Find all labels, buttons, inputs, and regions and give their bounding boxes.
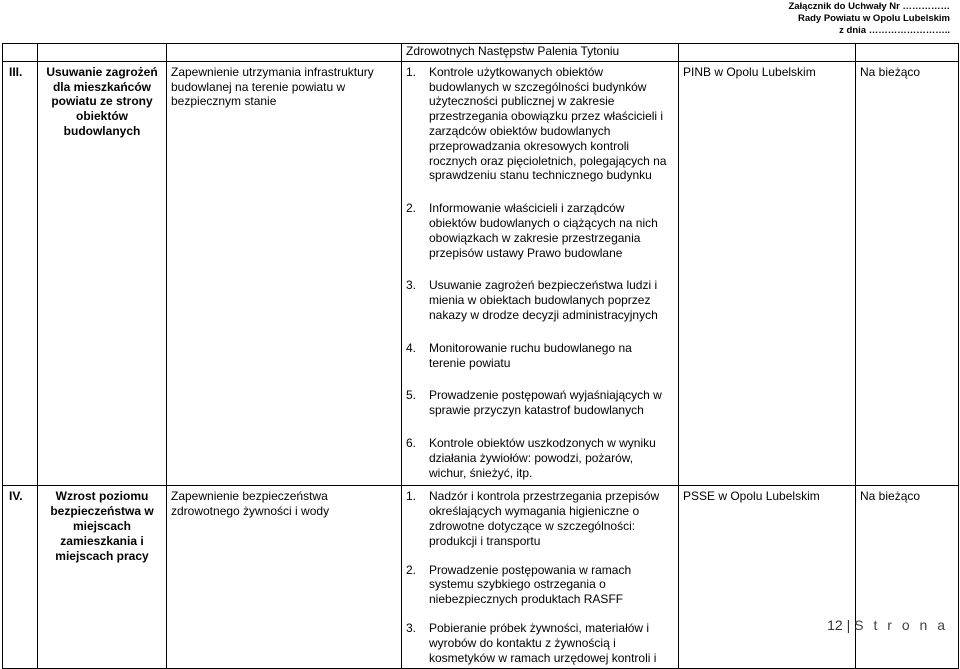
page-word: S t r o n a — [854, 617, 948, 633]
header-line-1: Załącznik do Uchwały Nr …………… — [788, 1, 950, 12]
institution-cell: PSSE w Opolu Lubelskim — [679, 486, 856, 669]
continued-text: Zdrowotnych Następstw Palenia Tytoniu — [402, 44, 679, 62]
task-cell: Zapewnienie utrzymania infrastruktury budowlanej na terenie powiatu w bezpiecznym stanie — [167, 61, 402, 486]
term-cell: Na bieżąco — [856, 486, 959, 669]
action-item: 3. Pobieranie próbek żywności, materiałów i wyrobów do kontaktu z żywnością i kosmetyków w ramach urzędowej kontroli i — [406, 620, 657, 665]
term-cell: Na bieżąco — [856, 61, 959, 486]
page-header — [788, 1, 950, 37]
program-table — [2, 43, 959, 669]
action-item: 6. Kontrole obiektów uszkodzonych w wyniku działania żywiołów: powodzi, pożarów, wichur, śnieżyć, itp. — [406, 435, 656, 480]
action-item: 2. Informowanie właścicieli i zarządców obiektów budowlanych o ciążących na nich obowiązkach w zakresie przestrzegania przepisów ustawy Prawo budowlane — [406, 201, 658, 260]
header-line-3: z dnia …………………….. — [839, 25, 950, 36]
goal-cell: Wzrost poziomu bezpieczeństwa w miejscach zamieszkania i miejscach pracy — [38, 486, 167, 669]
page-number: 12 — [827, 617, 843, 633]
table-row-continued — [3, 44, 959, 62]
actions-cell — [402, 486, 679, 669]
actions-cell — [402, 61, 679, 486]
header-line-2: Rady Powiatu w Opolu Lubelskim — [797, 13, 950, 24]
row-number: IV. — [3, 486, 38, 669]
page-footer — [827, 617, 948, 633]
action-item: 5. Prowadzenie postępowań wyjaśniających w sprawie przyczyn katastrof budowlanych — [406, 388, 662, 418]
goal-cell: Usuwanie zagrożeń dla mieszkańców powiatu ze strony obiektów budowlanych — [38, 61, 167, 486]
footer-separator: | — [846, 617, 851, 633]
action-item: 1. Nadzór i kontrola przestrzegania przepisów określających wymagania higieniczne o zdrowotne dotyczące w szczególności: produkcji i transportu — [406, 489, 660, 548]
action-item: 2. Prowadzenie postępowania w ramach systemu szybkiego ostrzegania o niebezpiecznych produktach RASFF — [406, 562, 632, 607]
table-row — [3, 61, 959, 486]
institution-cell: PINB w Opolu Lubelskim — [679, 61, 856, 486]
table-row — [3, 486, 959, 669]
task-cell: Zapewnienie bezpieczeństwa zdrowotnego żywności i wody — [167, 486, 402, 669]
action-item: 4. Monitorowanie ruchu budowlanego na terenie powiatu — [406, 340, 632, 370]
action-item: 1. Kontrole użytkowanych obiektów budowlanych w szczególności budynków użyteczności publicznej w zakresie przestrzegania obowiązku przez właścicieli i zarządców obiektów budowlanych przeprowadzania okresowych kontroli rocznych oraz pięcioletnich, polegających na sprawdzeniu stanu technicznego budynku — [406, 64, 667, 183]
row-number: III. — [3, 61, 38, 486]
action-item: 3. Usuwanie zagrożeń bezpieczeństwa ludzi i mienia w obiektach budowlanych poprzez nakazy w drodze decyzji administracyjnych — [406, 278, 658, 322]
